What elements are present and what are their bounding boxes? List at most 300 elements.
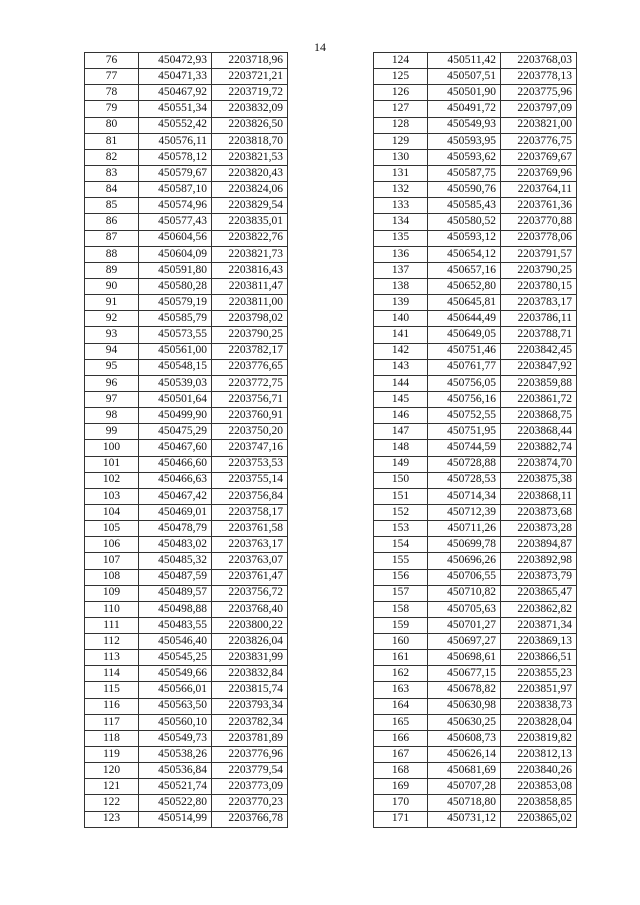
y-coordinate-cell: 2203868,11 — [501, 488, 577, 504]
point-number-cell: 89 — [85, 262, 139, 278]
y-coordinate-cell: 2203770,88 — [501, 214, 577, 230]
table-row — [374, 359, 577, 375]
y-coordinate-cell: 2203764,11 — [501, 182, 577, 198]
table-row — [374, 488, 577, 504]
y-coordinate-cell: 2203798,02 — [212, 311, 288, 327]
point-number-cell: 136 — [374, 246, 428, 262]
point-number-cell: 166 — [374, 730, 428, 746]
x-coordinate-cell: 450552,42 — [139, 117, 212, 133]
point-number-cell: 126 — [374, 85, 428, 101]
table-row — [85, 456, 288, 472]
x-coordinate-cell: 450657,16 — [428, 262, 501, 278]
point-number-cell: 112 — [85, 634, 139, 650]
x-coordinate-cell: 450585,79 — [139, 311, 212, 327]
point-number-cell: 139 — [374, 295, 428, 311]
table-row — [85, 585, 288, 601]
table-row — [374, 730, 577, 746]
x-coordinate-cell: 450511,42 — [428, 53, 501, 69]
y-coordinate-cell: 2203770,23 — [212, 795, 288, 811]
x-coordinate-cell: 450756,16 — [428, 391, 501, 407]
x-coordinate-cell: 450467,92 — [139, 85, 212, 101]
x-coordinate-cell: 450712,39 — [428, 504, 501, 520]
table-row — [374, 698, 577, 714]
table-row — [85, 488, 288, 504]
table-row — [85, 424, 288, 440]
x-coordinate-cell: 450604,56 — [139, 230, 212, 246]
point-number-cell: 146 — [374, 408, 428, 424]
y-coordinate-cell: 2203874,70 — [501, 456, 577, 472]
x-coordinate-cell: 450487,59 — [139, 569, 212, 585]
point-number-cell: 92 — [85, 311, 139, 327]
point-number-cell: 150 — [374, 472, 428, 488]
y-coordinate-cell: 2203821,00 — [501, 117, 577, 133]
x-coordinate-cell: 450718,80 — [428, 795, 501, 811]
y-coordinate-cell: 2203811,47 — [212, 278, 288, 294]
point-number-cell: 80 — [85, 117, 139, 133]
x-coordinate-cell: 450710,82 — [428, 585, 501, 601]
y-coordinate-cell: 2203819,82 — [501, 730, 577, 746]
point-number-cell: 123 — [85, 811, 139, 827]
table-row — [85, 601, 288, 617]
table-row — [85, 133, 288, 149]
y-coordinate-cell: 2203769,96 — [501, 165, 577, 181]
coordinates-table-left — [84, 52, 288, 828]
table-row — [85, 682, 288, 698]
table-row — [85, 53, 288, 69]
y-coordinate-cell: 2203786,11 — [501, 311, 577, 327]
table-row — [85, 650, 288, 666]
x-coordinate-cell: 450587,10 — [139, 182, 212, 198]
x-coordinate-cell: 450578,12 — [139, 149, 212, 165]
y-coordinate-cell: 2203800,22 — [212, 617, 288, 633]
x-coordinate-cell: 450652,80 — [428, 278, 501, 294]
x-coordinate-cell: 450644,49 — [428, 311, 501, 327]
y-coordinate-cell: 2203894,87 — [501, 537, 577, 553]
point-number-cell: 165 — [374, 714, 428, 730]
y-coordinate-cell: 2203793,34 — [212, 698, 288, 714]
y-coordinate-cell: 2203756,72 — [212, 585, 288, 601]
x-coordinate-cell: 450706,55 — [428, 569, 501, 585]
y-coordinate-cell: 2203821,53 — [212, 149, 288, 165]
y-coordinate-cell: 2203820,43 — [212, 165, 288, 181]
point-number-cell: 155 — [374, 553, 428, 569]
y-coordinate-cell: 2203832,09 — [212, 101, 288, 117]
y-coordinate-cell: 2203862,82 — [501, 601, 577, 617]
table-row — [374, 779, 577, 795]
table-row — [85, 714, 288, 730]
table-row — [374, 682, 577, 698]
y-coordinate-cell: 2203761,36 — [501, 198, 577, 214]
table-row — [374, 521, 577, 537]
point-number-cell: 161 — [374, 650, 428, 666]
x-coordinate-cell: 450548,15 — [139, 359, 212, 375]
table-row — [374, 763, 577, 779]
table-row — [374, 182, 577, 198]
table-row — [85, 69, 288, 85]
point-number-cell: 133 — [374, 198, 428, 214]
table-row — [85, 359, 288, 375]
y-coordinate-cell: 2203858,85 — [501, 795, 577, 811]
point-number-cell: 132 — [374, 182, 428, 198]
point-number-cell: 108 — [85, 569, 139, 585]
point-number-cell: 135 — [374, 230, 428, 246]
table-row — [85, 779, 288, 795]
table-row — [374, 666, 577, 682]
point-number-cell: 122 — [85, 795, 139, 811]
x-coordinate-cell: 450761,77 — [428, 359, 501, 375]
point-number-cell: 84 — [85, 182, 139, 198]
y-coordinate-cell: 2203892,98 — [501, 553, 577, 569]
y-coordinate-cell: 2203816,43 — [212, 262, 288, 278]
point-number-cell: 109 — [85, 585, 139, 601]
x-coordinate-cell: 450574,96 — [139, 198, 212, 214]
point-number-cell: 157 — [374, 585, 428, 601]
y-coordinate-cell: 2203778,06 — [501, 230, 577, 246]
x-coordinate-cell: 450563,50 — [139, 698, 212, 714]
table-row — [374, 230, 577, 246]
y-coordinate-cell: 2203790,25 — [501, 262, 577, 278]
x-coordinate-cell: 450489,57 — [139, 585, 212, 601]
table-row — [85, 375, 288, 391]
x-coordinate-cell: 450469,01 — [139, 504, 212, 520]
x-coordinate-cell: 450681,69 — [428, 763, 501, 779]
point-number-cell: 110 — [85, 601, 139, 617]
table-row — [374, 650, 577, 666]
point-number-cell: 87 — [85, 230, 139, 246]
y-coordinate-cell: 2203812,13 — [501, 747, 577, 763]
y-coordinate-cell: 2203851,97 — [501, 682, 577, 698]
table-row — [374, 537, 577, 553]
table-row — [85, 117, 288, 133]
x-coordinate-cell: 450549,66 — [139, 666, 212, 682]
x-coordinate-cell: 450521,74 — [139, 779, 212, 795]
table-row — [374, 714, 577, 730]
x-coordinate-cell: 450498,88 — [139, 601, 212, 617]
y-coordinate-cell: 2203776,65 — [212, 359, 288, 375]
x-coordinate-cell: 450491,72 — [428, 101, 501, 117]
point-number-cell: 88 — [85, 246, 139, 262]
y-coordinate-cell: 2203755,14 — [212, 472, 288, 488]
y-coordinate-cell: 2203776,75 — [501, 133, 577, 149]
y-coordinate-cell: 2203838,73 — [501, 698, 577, 714]
x-coordinate-cell: 450545,25 — [139, 650, 212, 666]
y-coordinate-cell: 2203859,88 — [501, 375, 577, 391]
y-coordinate-cell: 2203788,71 — [501, 327, 577, 343]
y-coordinate-cell: 2203782,17 — [212, 343, 288, 359]
table-row — [85, 278, 288, 294]
y-coordinate-cell: 2203826,04 — [212, 634, 288, 650]
point-number-cell: 114 — [85, 666, 139, 682]
y-coordinate-cell: 2203783,17 — [501, 295, 577, 311]
point-number-cell: 159 — [374, 617, 428, 633]
x-coordinate-cell: 450630,25 — [428, 714, 501, 730]
x-coordinate-cell: 450751,95 — [428, 424, 501, 440]
point-number-cell: 111 — [85, 617, 139, 633]
y-coordinate-cell: 2203822,76 — [212, 230, 288, 246]
x-coordinate-cell: 450707,28 — [428, 779, 501, 795]
table-row — [85, 149, 288, 165]
y-coordinate-cell: 2203758,17 — [212, 504, 288, 520]
y-coordinate-cell: 2203869,13 — [501, 634, 577, 650]
point-number-cell: 78 — [85, 85, 139, 101]
table-row — [374, 133, 577, 149]
x-coordinate-cell: 450728,53 — [428, 472, 501, 488]
table-row — [374, 278, 577, 294]
y-coordinate-cell: 2203829,54 — [212, 198, 288, 214]
table-row — [374, 747, 577, 763]
table-row — [374, 343, 577, 359]
table-row — [85, 730, 288, 746]
x-coordinate-cell: 450478,79 — [139, 521, 212, 537]
table-row — [85, 198, 288, 214]
x-coordinate-cell: 450591,80 — [139, 262, 212, 278]
x-coordinate-cell: 450587,75 — [428, 165, 501, 181]
table-row — [374, 375, 577, 391]
y-coordinate-cell: 2203842,45 — [501, 343, 577, 359]
y-coordinate-cell: 2203760,91 — [212, 408, 288, 424]
point-number-cell: 106 — [85, 537, 139, 553]
y-coordinate-cell: 2203861,72 — [501, 391, 577, 407]
x-coordinate-cell: 450507,51 — [428, 69, 501, 85]
x-coordinate-cell: 450697,27 — [428, 634, 501, 650]
point-number-cell: 129 — [374, 133, 428, 149]
table-row — [374, 408, 577, 424]
point-number-cell: 95 — [85, 359, 139, 375]
point-number-cell: 148 — [374, 440, 428, 456]
table-row — [85, 408, 288, 424]
point-number-cell: 160 — [374, 634, 428, 650]
point-number-cell: 153 — [374, 521, 428, 537]
table-row — [374, 246, 577, 262]
x-coordinate-cell: 450549,93 — [428, 117, 501, 133]
point-number-cell: 98 — [85, 408, 139, 424]
x-coordinate-cell: 450467,42 — [139, 488, 212, 504]
x-coordinate-cell: 450728,88 — [428, 456, 501, 472]
x-coordinate-cell: 450573,55 — [139, 327, 212, 343]
point-number-cell: 115 — [85, 682, 139, 698]
x-coordinate-cell: 450539,03 — [139, 375, 212, 391]
table-row — [85, 698, 288, 714]
point-number-cell: 130 — [374, 149, 428, 165]
point-number-cell: 97 — [85, 391, 139, 407]
y-coordinate-cell: 2203768,03 — [501, 53, 577, 69]
x-coordinate-cell: 450501,90 — [428, 85, 501, 101]
point-number-cell: 113 — [85, 650, 139, 666]
y-coordinate-cell: 2203873,28 — [501, 521, 577, 537]
table-row — [85, 666, 288, 682]
table-row — [85, 634, 288, 650]
table-row — [374, 327, 577, 343]
x-coordinate-cell: 450701,27 — [428, 617, 501, 633]
y-coordinate-cell: 2203778,13 — [501, 69, 577, 85]
point-number-cell: 131 — [374, 165, 428, 181]
y-coordinate-cell: 2203718,96 — [212, 53, 288, 69]
point-number-cell: 149 — [374, 456, 428, 472]
x-coordinate-cell: 450593,12 — [428, 230, 501, 246]
table-row — [374, 424, 577, 440]
y-coordinate-cell: 2203873,79 — [501, 569, 577, 585]
table-row — [85, 521, 288, 537]
y-coordinate-cell: 2203773,09 — [212, 779, 288, 795]
table-row — [374, 85, 577, 101]
table-row — [374, 165, 577, 181]
y-coordinate-cell: 2203790,25 — [212, 327, 288, 343]
table-row — [374, 553, 577, 569]
y-coordinate-cell: 2203847,92 — [501, 359, 577, 375]
point-number-cell: 127 — [374, 101, 428, 117]
table-row — [374, 198, 577, 214]
y-coordinate-cell: 2203775,96 — [501, 85, 577, 101]
x-coordinate-cell: 450579,67 — [139, 165, 212, 181]
point-number-cell: 143 — [374, 359, 428, 375]
table-row — [85, 504, 288, 520]
table-row — [85, 569, 288, 585]
table-row — [374, 601, 577, 617]
point-number-cell: 119 — [85, 747, 139, 763]
y-coordinate-cell: 2203865,47 — [501, 585, 577, 601]
y-coordinate-cell: 2203779,54 — [212, 763, 288, 779]
x-coordinate-cell: 450549,73 — [139, 730, 212, 746]
x-coordinate-cell: 450483,02 — [139, 537, 212, 553]
y-coordinate-cell: 2203761,47 — [212, 569, 288, 585]
table-row — [85, 165, 288, 181]
x-coordinate-cell: 450561,00 — [139, 343, 212, 359]
y-coordinate-cell: 2203821,73 — [212, 246, 288, 262]
y-coordinate-cell: 2203782,34 — [212, 714, 288, 730]
x-coordinate-cell: 450698,61 — [428, 650, 501, 666]
x-coordinate-cell: 450696,26 — [428, 553, 501, 569]
point-number-cell: 121 — [85, 779, 139, 795]
y-coordinate-cell: 2203866,51 — [501, 650, 577, 666]
x-coordinate-cell: 450580,52 — [428, 214, 501, 230]
table-row — [374, 53, 577, 69]
x-coordinate-cell: 450744,59 — [428, 440, 501, 456]
y-coordinate-cell: 2203756,84 — [212, 488, 288, 504]
y-coordinate-cell: 2203768,40 — [212, 601, 288, 617]
point-number-cell: 170 — [374, 795, 428, 811]
table-row — [374, 214, 577, 230]
table-row — [85, 230, 288, 246]
table-row — [85, 472, 288, 488]
table-row — [374, 795, 577, 811]
point-number-cell: 171 — [374, 811, 428, 827]
point-number-cell: 169 — [374, 779, 428, 795]
y-coordinate-cell: 2203797,09 — [501, 101, 577, 117]
table-row — [85, 262, 288, 278]
point-number-cell: 141 — [374, 327, 428, 343]
table-row — [374, 311, 577, 327]
x-coordinate-cell: 450630,98 — [428, 698, 501, 714]
y-coordinate-cell: 2203721,21 — [212, 69, 288, 85]
x-coordinate-cell: 450756,05 — [428, 375, 501, 391]
x-coordinate-cell: 450485,32 — [139, 553, 212, 569]
point-number-cell: 124 — [374, 53, 428, 69]
x-coordinate-cell: 450731,12 — [428, 811, 501, 827]
point-number-cell: 100 — [85, 440, 139, 456]
point-number-cell: 104 — [85, 504, 139, 520]
point-number-cell: 134 — [374, 214, 428, 230]
point-number-cell: 125 — [374, 69, 428, 85]
point-number-cell: 164 — [374, 698, 428, 714]
point-number-cell: 90 — [85, 278, 139, 294]
point-number-cell: 142 — [374, 343, 428, 359]
table-row — [374, 456, 577, 472]
table-row — [374, 69, 577, 85]
y-coordinate-cell: 2203824,06 — [212, 182, 288, 198]
x-coordinate-cell: 450593,95 — [428, 133, 501, 149]
point-number-cell: 79 — [85, 101, 139, 117]
x-coordinate-cell: 450577,43 — [139, 214, 212, 230]
x-coordinate-cell: 450677,15 — [428, 666, 501, 682]
x-coordinate-cell: 450467,60 — [139, 440, 212, 456]
table-row — [85, 391, 288, 407]
x-coordinate-cell: 450576,11 — [139, 133, 212, 149]
x-coordinate-cell: 450579,19 — [139, 295, 212, 311]
x-coordinate-cell: 450501,64 — [139, 391, 212, 407]
x-coordinate-cell: 450475,29 — [139, 424, 212, 440]
x-coordinate-cell: 450593,62 — [428, 149, 501, 165]
y-coordinate-cell: 2203763,07 — [212, 553, 288, 569]
y-coordinate-cell: 2203815,74 — [212, 682, 288, 698]
x-coordinate-cell: 450604,09 — [139, 246, 212, 262]
point-number-cell: 151 — [374, 488, 428, 504]
y-coordinate-cell: 2203875,38 — [501, 472, 577, 488]
point-number-cell: 91 — [85, 295, 139, 311]
y-coordinate-cell: 2203868,75 — [501, 408, 577, 424]
y-coordinate-cell: 2203763,17 — [212, 537, 288, 553]
point-number-cell: 94 — [85, 343, 139, 359]
y-coordinate-cell: 2203766,78 — [212, 811, 288, 827]
y-coordinate-cell: 2203719,72 — [212, 85, 288, 101]
point-number-cell: 147 — [374, 424, 428, 440]
table-row — [85, 327, 288, 343]
x-coordinate-cell: 450546,40 — [139, 634, 212, 650]
x-coordinate-cell: 450714,34 — [428, 488, 501, 504]
y-coordinate-cell: 2203781,89 — [212, 730, 288, 746]
y-coordinate-cell: 2203868,44 — [501, 424, 577, 440]
table-row — [374, 585, 577, 601]
table-row — [85, 440, 288, 456]
point-number-cell: 145 — [374, 391, 428, 407]
y-coordinate-cell: 2203761,58 — [212, 521, 288, 537]
table-row — [374, 617, 577, 633]
y-coordinate-cell: 2203835,01 — [212, 214, 288, 230]
y-coordinate-cell: 2203828,04 — [501, 714, 577, 730]
point-number-cell: 107 — [85, 553, 139, 569]
point-number-cell: 158 — [374, 601, 428, 617]
y-coordinate-cell: 2203750,20 — [212, 424, 288, 440]
table-row — [374, 440, 577, 456]
point-number-cell: 163 — [374, 682, 428, 698]
point-number-cell: 167 — [374, 747, 428, 763]
table-row — [374, 569, 577, 585]
table-row — [374, 391, 577, 407]
table-row — [85, 101, 288, 117]
y-coordinate-cell: 2203855,23 — [501, 666, 577, 682]
table-row — [85, 795, 288, 811]
point-number-cell: 85 — [85, 198, 139, 214]
y-coordinate-cell: 2203840,26 — [501, 763, 577, 779]
table-row — [374, 472, 577, 488]
point-number-cell: 118 — [85, 730, 139, 746]
y-coordinate-cell: 2203818,70 — [212, 133, 288, 149]
y-coordinate-cell: 2203832,84 — [212, 666, 288, 682]
x-coordinate-cell: 450711,26 — [428, 521, 501, 537]
x-coordinate-cell: 450590,76 — [428, 182, 501, 198]
x-coordinate-cell: 450522,80 — [139, 795, 212, 811]
x-coordinate-cell: 450645,81 — [428, 295, 501, 311]
x-coordinate-cell: 450608,73 — [428, 730, 501, 746]
